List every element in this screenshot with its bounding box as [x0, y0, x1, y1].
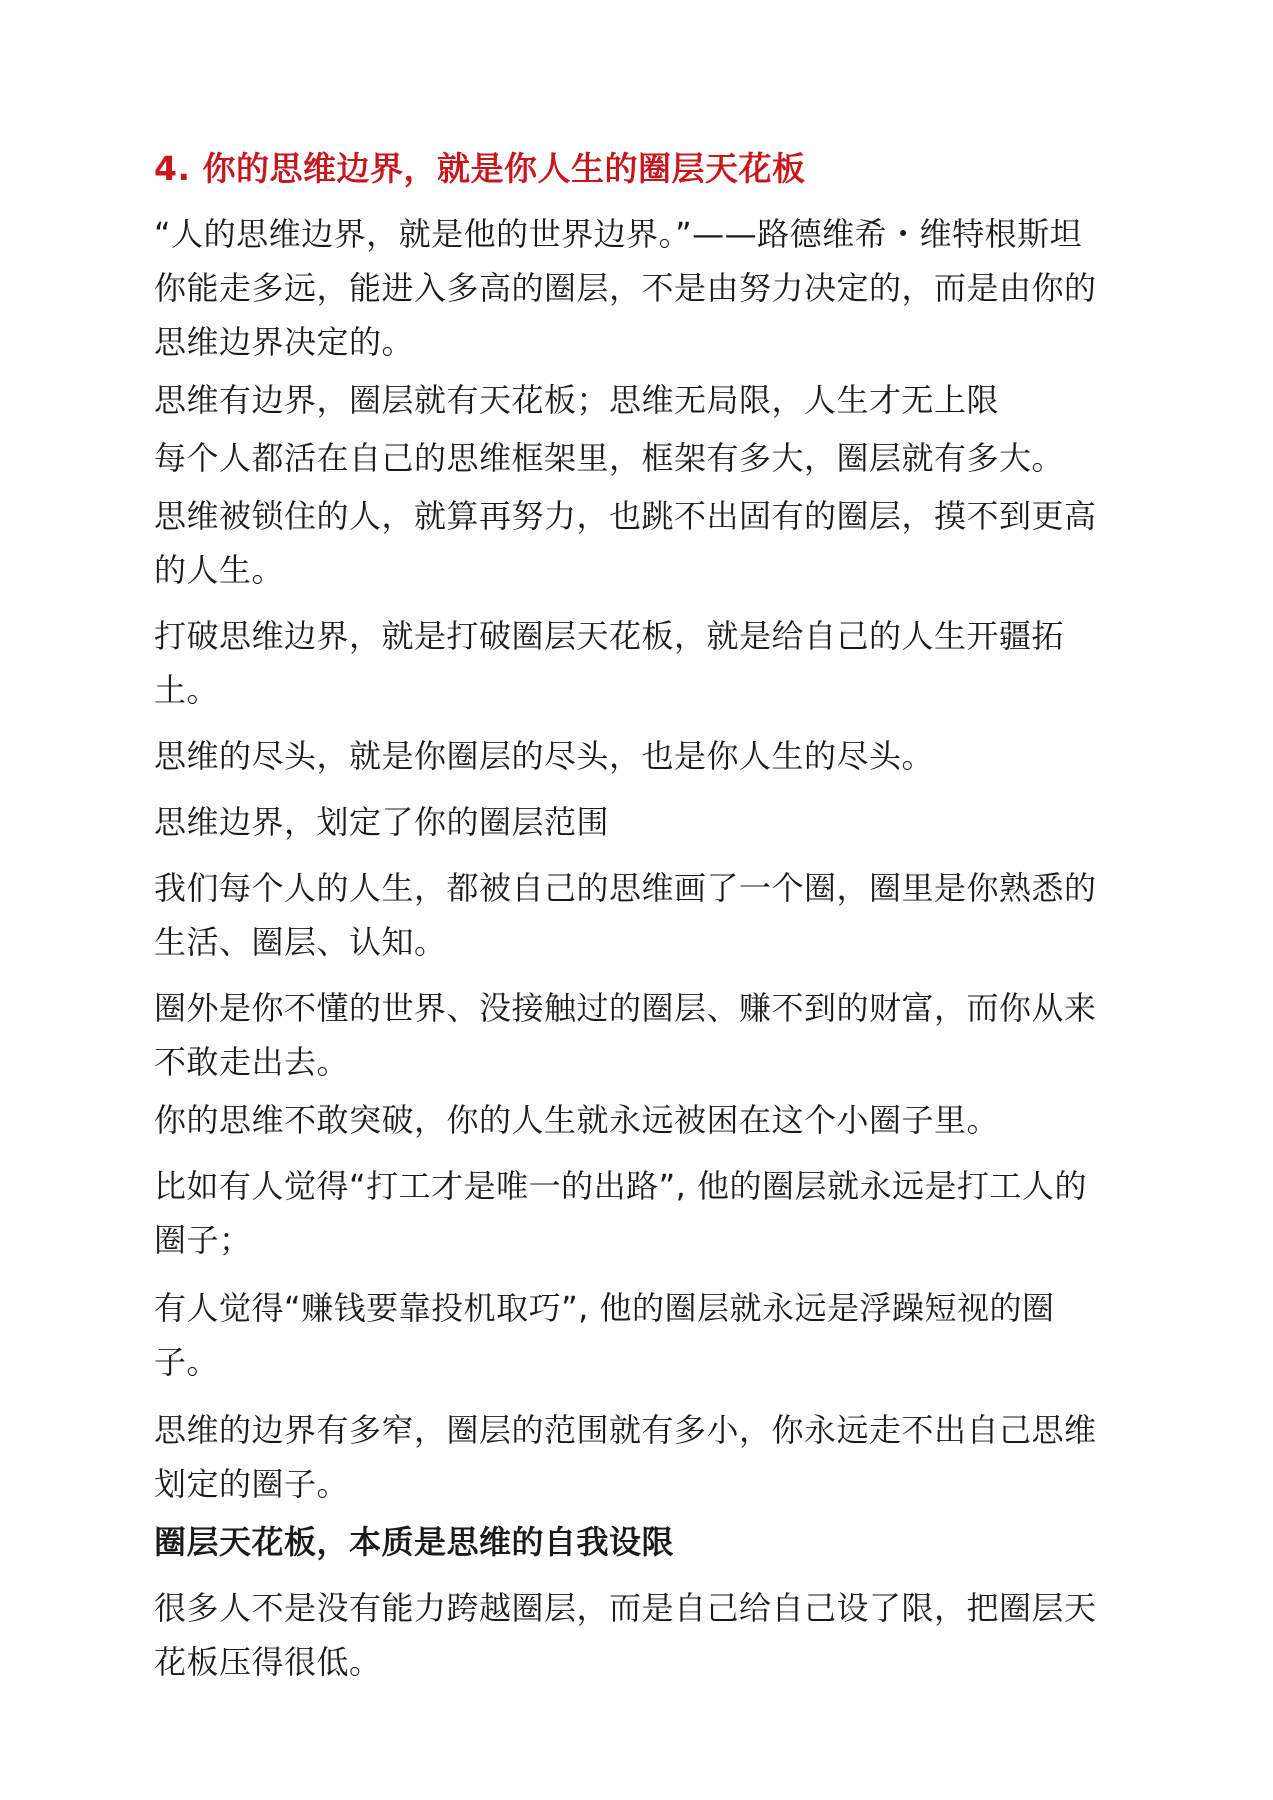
subheading-paragraph: 思维有边界，圈层就有天花板；思维无局限，人生才无上限 [154, 381, 1000, 419]
quote-paragraph: “人的思维边界，就是他的世界边界。”——路德维希・维特根斯坦你能走多远，能进入多高的圈层，不是由努力决定的，而是由你的思维边界决定的。 [154, 215, 1097, 361]
body-paragraph: 很多人不是没有能力跨越圈层，而是自己给自己设了限，把圈层天花板压得很低。 [154, 1589, 1097, 1681]
body-paragraph: 每个人都活在自己的思维框架里，框架有多大，圈层就有多大。 [154, 439, 1065, 477]
body-paragraph: 思维的尽头，就是你圈层的尽头，也是你人生的尽头。 [154, 737, 935, 775]
document-body [154, 147, 1114, 1693]
body-paragraph: 有人觉得“赚钱要靠投机取巧”, 他的圈层就永远是浮躁短视的圈子。 [154, 1289, 1055, 1381]
body-paragraph: 你的思维不敢突破，你的人生就永远被困在这个小圈子里。 [154, 1101, 1000, 1139]
subheading-paragraph: 思维边界，划定了你的圈层范围 [154, 803, 610, 841]
body-paragraph: 圈外是你不懂的世界、没接触过的圈层、赚不到的财富，而你从来不敢走出去。 [154, 989, 1097, 1081]
body-paragraph: 我们每个人的人生，都被自己的思维画了一个圈，圈里是你熟悉的生活、圈层、认知。 [154, 869, 1097, 961]
body-paragraph: 比如有人觉得“打工才是唯一的出路”, 他的圈层就永远是打工人的圈子； [154, 1167, 1088, 1259]
body-paragraph: 思维的边界有多窄，圈层的范围就有多小，你永远走不出自己思维划定的圈子。 [154, 1411, 1097, 1503]
section-heading: 4. 你的思维边界，就是你人生的圈层天花板 [154, 149, 806, 188]
body-paragraph: 思维被锁住的人，就算再努力，也跳不出固有的圈层，摸不到更高的人生。 [154, 497, 1097, 589]
bold-subheading: 圈层天花板，本质是思维的自我设限 [154, 1523, 675, 1561]
body-paragraph: 打破思维边界，就是打破圈层天花板，就是给自己的人生开疆拓土。 [154, 617, 1065, 709]
